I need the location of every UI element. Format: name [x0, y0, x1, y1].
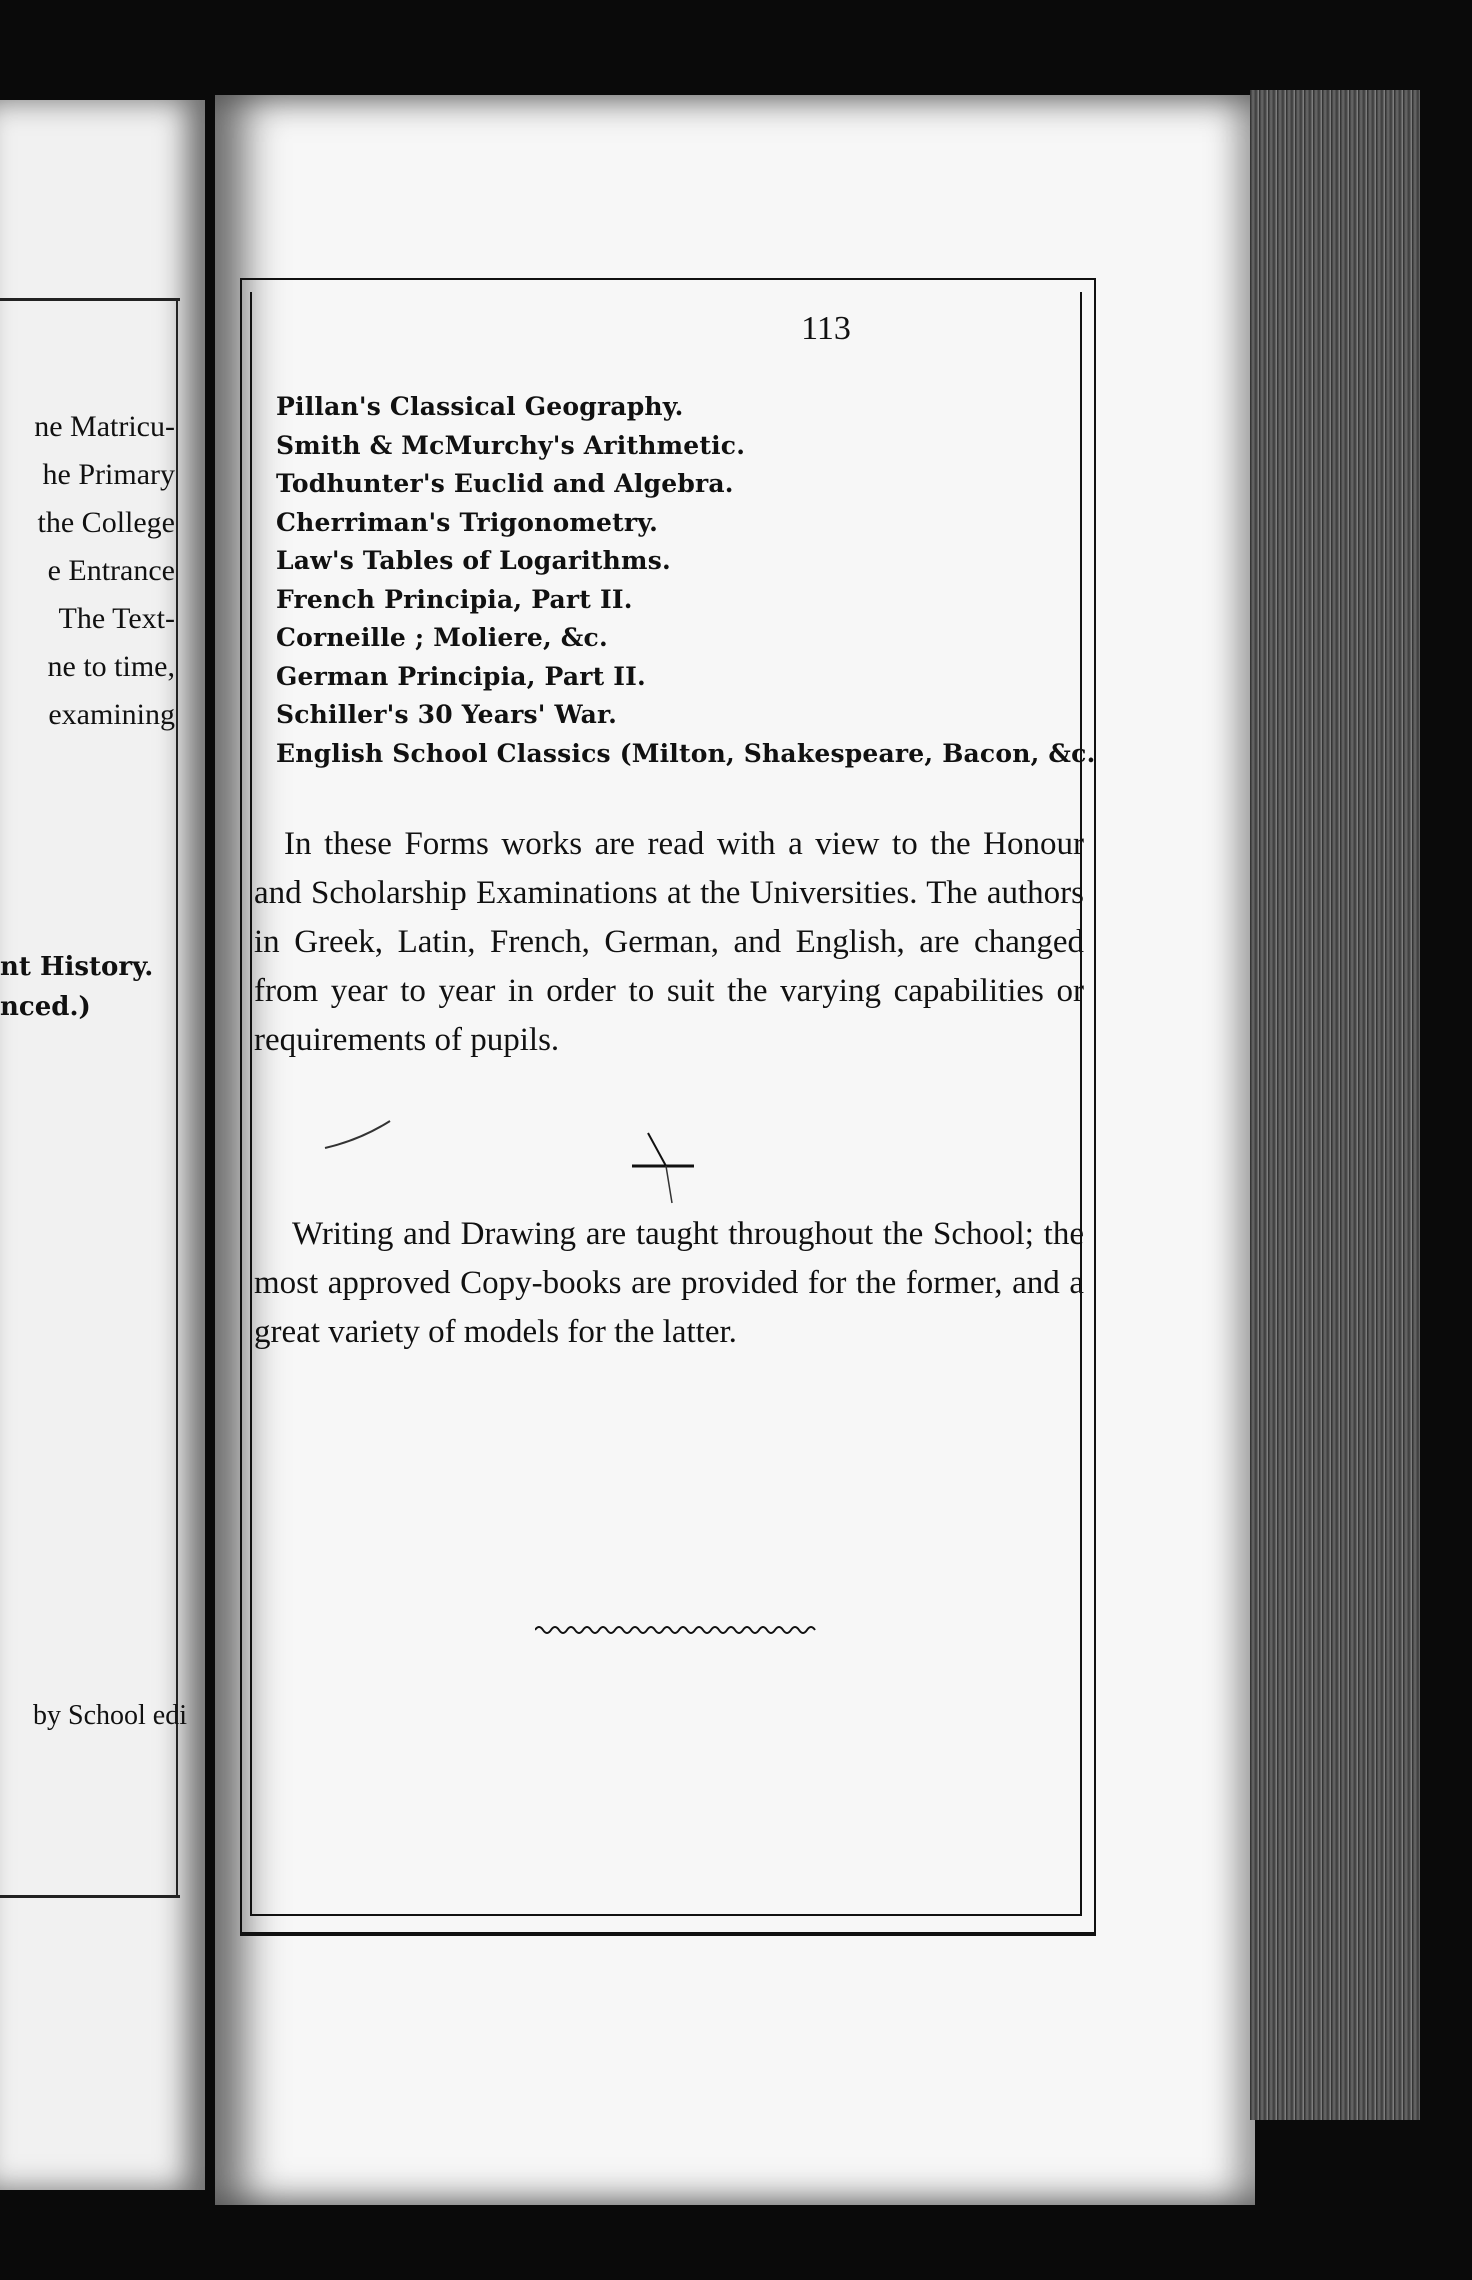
left-bold-line: nt History. [0, 952, 154, 982]
wavy-rule-icon [535, 1620, 820, 1640]
left-text-line: examining [48, 698, 175, 731]
left-text-line: he Primary [42, 458, 175, 491]
left-text-line: the College [37, 506, 175, 539]
left-text-line: e Entrance [47, 554, 175, 587]
book-page-edges [1250, 90, 1420, 2120]
left-bold-line: nced.) [0, 992, 91, 1022]
left-text-line: ne Matricu- [34, 410, 175, 443]
list-item: Schiller's 30 Years' War. [276, 700, 618, 729]
list-item: Corneille ; Moliere, &c. [276, 623, 608, 652]
textbook-list [276, 388, 1096, 773]
list-item: French Principia, Part II. [276, 584, 633, 614]
left-bottom-rule [0, 1895, 180, 1898]
section-divider-icon [628, 1128, 698, 1208]
list-item: Pillan's Classical Geography. [276, 392, 684, 421]
page-number: 113 [801, 310, 851, 347]
list-item: English School Classics (Milton, Shakespeare, Bacon, &c. [276, 738, 1096, 768]
list-item: Cherriman's Trigonometry. [276, 507, 658, 537]
left-text-line: ne to time, [47, 650, 175, 683]
paragraph-forms: In these Forms works are read with a view to the Honour and Scholarship Examinations at the Universities. The authors in Greek, Latin, French, German, and English, are changed from year to year in order to suit the varying capabilities or requirements of pupils. [254, 826, 1084, 1058]
left-frame-edge [176, 300, 178, 1895]
pencil-mark-icon [320, 1115, 400, 1155]
left-top-rule [0, 298, 180, 301]
list-item: Law's Tables of Logarithms. [276, 546, 671, 575]
left-page [0, 100, 205, 2190]
left-bottom-text: by School edi [33, 1700, 187, 1731]
paragraph-writing: Writing and Drawing are taught throughout the School; the most approved Copy-books are provided for the former, and a great variety of models for the latter. [254, 1216, 1084, 1350]
list-item: Todhunter's Euclid and Algebra. [276, 469, 734, 498]
list-item: German Principia, Part II. [276, 661, 646, 691]
list-item: Smith & McMurchy's Arithmetic. [276, 430, 746, 460]
left-text-line: The Text- [58, 602, 175, 635]
